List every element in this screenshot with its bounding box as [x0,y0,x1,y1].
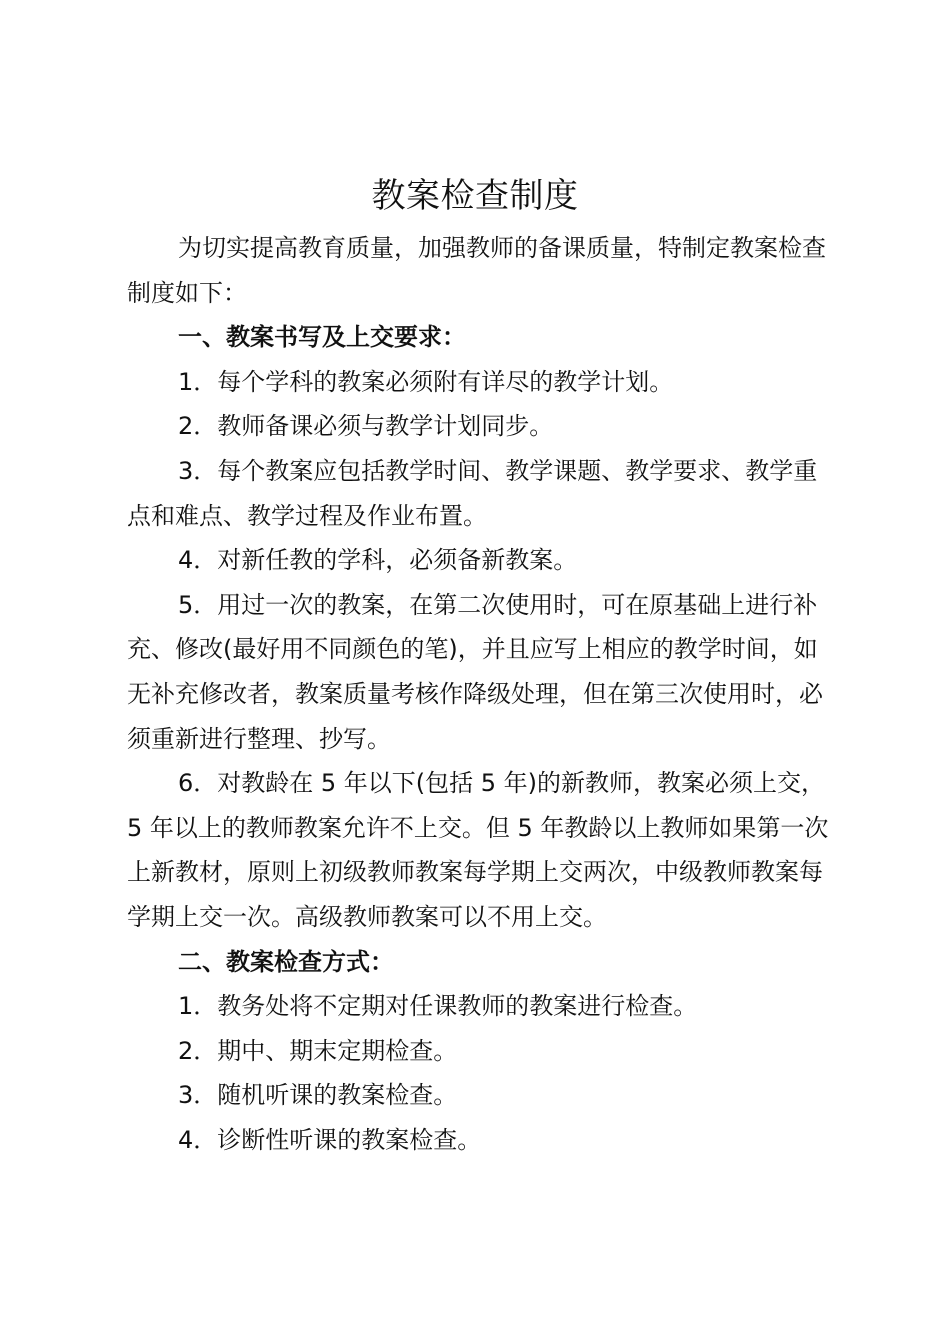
document-title: 教案检查制度 [371,176,579,216]
intro-paragraph: 为切实提高教育质量，加强教师的备课质量，特制定教案检查制度如下： [127,234,826,307]
section-1-item-2: 2．教师备课必须与教学计划同步。 [178,412,554,441]
section-2-item-4: 4．诊断性听课的教案检查。 [178,1125,482,1154]
section-1-item-4: 4．对新任教的学科，必须备新教案。 [178,546,578,575]
section-2-item-3: 3．随机听课的教案检查。 [178,1081,458,1110]
section-2-item-1: 1．教务处将不定期对任课教师的教案进行检查。 [178,992,698,1021]
section-1-item-6: 6．对教龄在 5 年以下(包括 5 年)的新教师，教案必须上交，5 年以上的教师教案允许不上交。但 5 年教龄以上教师如果第一次上新教材，原则上初级教师教案每学期上交两次，中级教师教案每学期上交一次。高级教师教案可以不用上交。 [127,769,829,931]
section-1-item-5: 5．用过一次的教案，在第二次使用时，可在原基础上进行补充、修改(最好用不同颜色的笔)，并且应写上相应的教学时间，如无补充修改者，教案质量考核作降级处理，但在第三次使用时，必须重新进行整理、抄写。 [127,590,823,753]
document-body [127,226,839,1162]
section-1-heading: 一、教案书写及上交要求： [178,323,466,352]
section-2-item-2: 2．期中、期末定期检查。 [178,1036,458,1065]
section-2-heading: 二、教案检查方式： [178,947,394,976]
section-1-item-1: 1．每个学科的教案必须附有详尽的教学计划。 [178,367,674,396]
section-1-item-3: 3．每个教案应包括教学时间、教学课题、教学要求、教学重点和难点、教学过程及作业布置。 [127,456,818,530]
